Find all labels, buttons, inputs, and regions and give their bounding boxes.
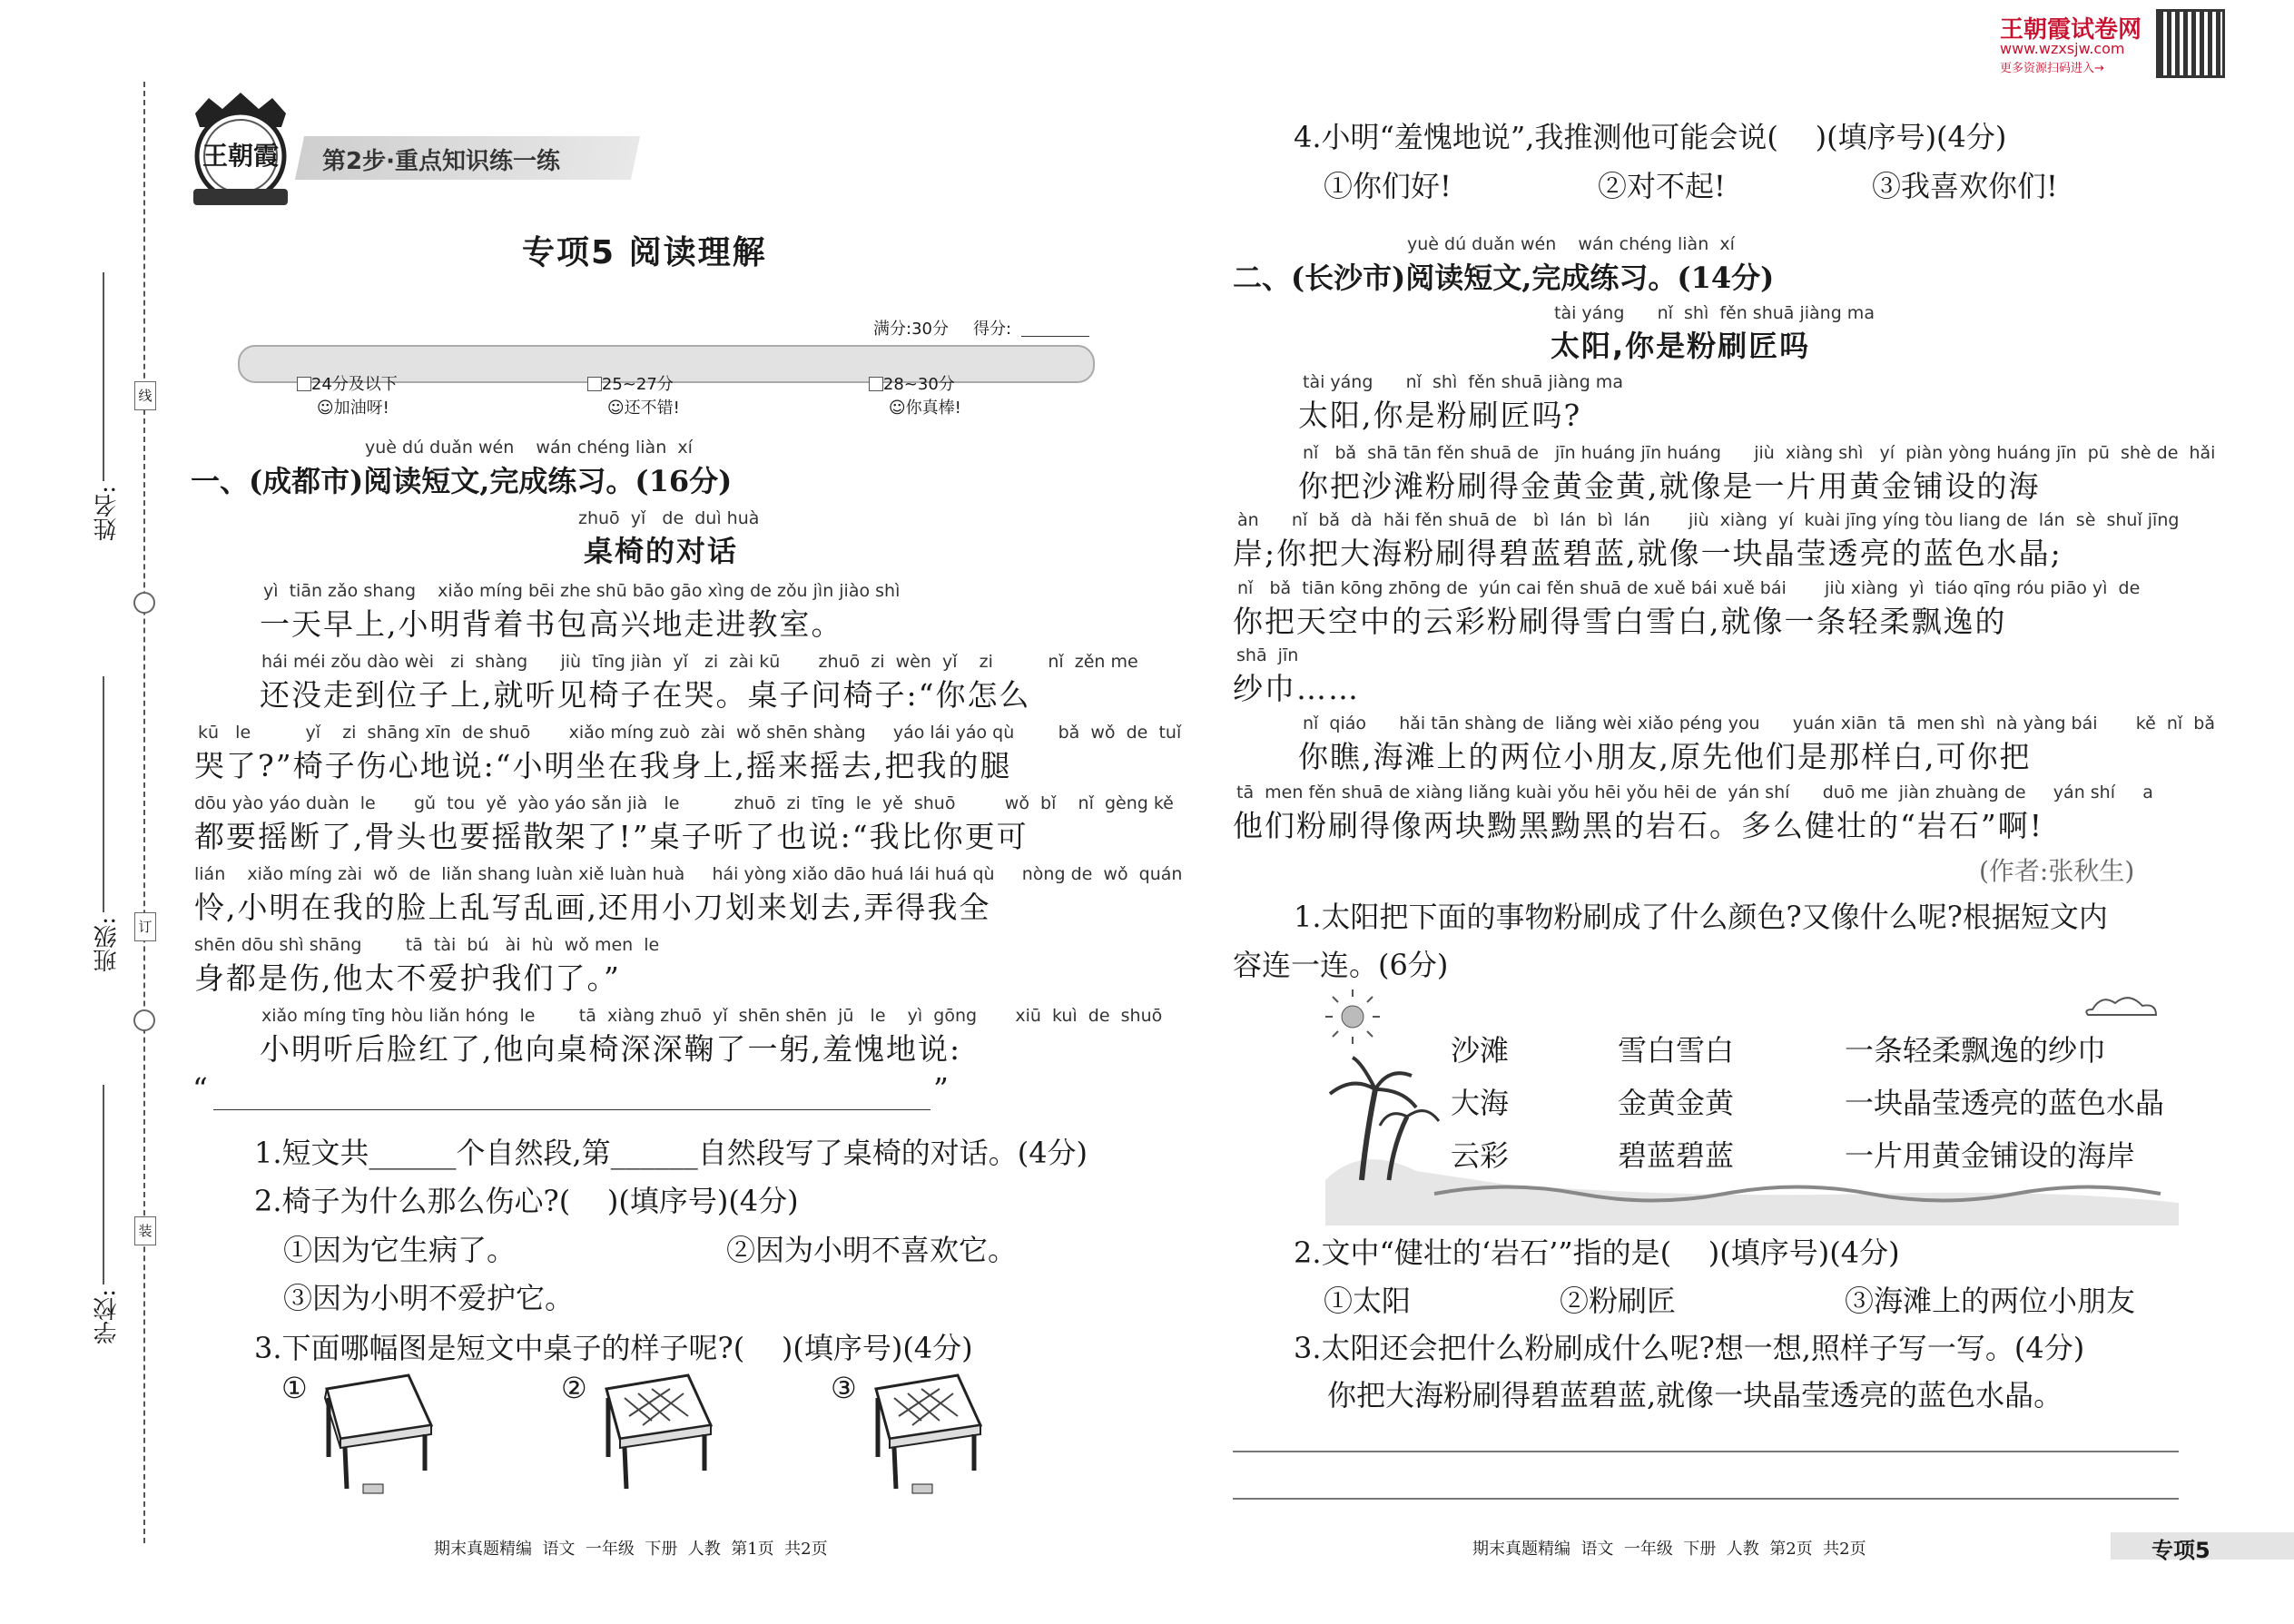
pinyin-line: nǐ qiáo hǎi tān shàng de liǎng wèi xiǎo péng you yuán xiān tā men shì nà yàng bái kě nǐ bǎ: [1303, 714, 2215, 733]
site-url[interactable]: www.wzxsjw.com: [2000, 40, 2125, 57]
question-s2-1b: 容连一连。(6分): [1233, 948, 1449, 982]
binding-dashed-line: [143, 82, 145, 1543]
table-picture-2[interactable]: ②: [561, 1371, 715, 1498]
option-2-1[interactable]: ①因为它生病了。: [283, 1233, 517, 1267]
pinyin-line: hái méi zǒu dào wèi zi shàng jiù tīng jiàn yǐ zi zài kū zhuō zi wèn yǐ zi nǐ zěn me: [261, 652, 1138, 672]
text-line: 纱巾……: [1233, 671, 1360, 706]
question-1: 1.短文共______个自然段,第______自然段写了桌椅的对话。(4分): [254, 1136, 1088, 1170]
pinyin-line: shā jīn: [1236, 645, 1299, 665]
binding-hole: [133, 592, 155, 614]
option-4-2[interactable]: ②对不起!: [1598, 169, 1726, 203]
pinyin-line: yì tiān zǎo shang xiǎo míng bēi zhe shū bāo gāo xìng de zǒu jìn jiào shì: [263, 581, 901, 601]
section2-heading-pinyin: yuè dú duǎn wén wán chéng liàn xí: [1407, 234, 1735, 254]
text-line: 身都是伤,他太不爱护我们了。”: [194, 960, 621, 996]
text-line: 都要摇断了,骨头也要摇散架了!”桌子听了也说:“我比你更可: [194, 819, 1029, 854]
option-s2-2-1[interactable]: ①太阳: [1324, 1284, 1412, 1318]
qr-code-icon[interactable]: [2156, 9, 2225, 78]
option-2-3[interactable]: ③因为小明不爱护它。: [283, 1281, 575, 1315]
match-left-1[interactable]: 沙滩: [1451, 1033, 1510, 1068]
pinyin-line: tài yáng nǐ shì fěn shuā jiàng ma: [1303, 372, 1623, 392]
scribbled-table-icon: [831, 1371, 985, 1498]
page-title: 专项5 阅读理解: [522, 234, 767, 271]
pinyin-line: lián xiǎo míng zài wǒ de liǎn shang luàn xiě luàn huà hái yòng xiǎo dāo huá lái huá qù nòng de wǒ quán: [194, 864, 1183, 884]
section2-heading: 二、(长沙市)阅读短文,完成练习。(14分): [1233, 261, 1775, 295]
table-picture-1[interactable]: ①: [281, 1371, 436, 1498]
pinyin-line: tā men fěn shuā de xiàng liǎng kuài yǒu hēi yǒu hēi de yán shí duō me jiàn zhuàng de yán shí a: [1236, 782, 2153, 802]
clean-table-icon: [281, 1371, 436, 1498]
match-left-3[interactable]: 云彩: [1451, 1138, 1510, 1173]
name-label: 姓名:: [94, 486, 121, 541]
pinyin-line: xiǎo míng tīng hòu liǎn hóng le tā xiàng zhuō yǐ shēn shēn jū le yì gōng xiū kuì de shuō: [261, 1006, 1163, 1026]
story1-title: 桌椅的对话: [584, 534, 739, 568]
step-label: 第2步·重点知识练一练: [322, 148, 560, 175]
class-field[interactable]: [86, 676, 123, 1003]
text-line: 他们粉刷得像两块黝黑黝黑的岩石。多么健壮的“岩石”啊!: [1233, 808, 2044, 843]
match-mid-3[interactable]: 碧蓝碧蓝: [1618, 1138, 1735, 1173]
checkbox[interactable]: [297, 377, 311, 391]
story2-title: 太阳,你是粉刷匠吗: [1551, 329, 1811, 363]
question-s2-3: 3.太阳还会把什么粉刷成什么呢?想一想,照样子写一写。(4分): [1294, 1331, 2085, 1365]
question-s2-1: 1.太阳把下面的事物粉刷成了什么颜色?又像什么呢?根据短文内: [1294, 900, 2108, 934]
question-3: 3.下面哪幅图是短文中桌子的样子呢?( )(填序号)(4分): [254, 1331, 973, 1365]
margin-tag-xian: 线: [134, 381, 156, 410]
answer-line[interactable]: [1233, 1451, 2179, 1452]
scribbled-table-icon: [561, 1371, 715, 1498]
match-mid-1[interactable]: 雪白雪白: [1618, 1033, 1735, 1068]
margin-tag-zhuang: 装: [134, 1216, 156, 1245]
text-line: 怜,小明在我的脸上乱写乱画,还用小刀划来划去,弄得我全: [194, 890, 991, 925]
text-line: 一天早上,小明背着书包高兴地走进教室。: [260, 606, 843, 642]
footer-right: 期末真题精编 语文 一年级 下册 人教 第2页 共2页: [1472, 1540, 1866, 1559]
school-field[interactable]: [86, 1085, 123, 1357]
footer-tab: 专项5: [2151, 1538, 2210, 1563]
text-line: 还没走到位子上,就听见椅子在哭。桌子问椅子:“你怎么: [260, 677, 1031, 713]
pinyin-line: kū le yǐ zi shāng xīn de shuō xiǎo míng zuò zài wǒ shēn shàng yáo lái yáo qù bǎ wǒ de tuǐ: [198, 723, 1182, 743]
score-got-blank[interactable]: [1021, 336, 1089, 337]
story2-title-pinyin: tài yáng nǐ shì fěn shuā jiàng ma: [1554, 303, 1875, 323]
quote-close: ”: [933, 1071, 950, 1107]
match-right-3[interactable]: 一片用黄金铺设的海岸: [1845, 1138, 2136, 1173]
option-2-2[interactable]: ②因为小明不喜欢它。: [726, 1233, 1018, 1267]
school-label: 学校:: [94, 1289, 121, 1344]
question-s2-3-example: 你把大海粉刷得碧蓝碧蓝,就像一块晶莹透亮的蓝色水晶。: [1327, 1378, 2063, 1412]
option-s2-2-2[interactable]: ②粉刷匠: [1560, 1284, 1677, 1318]
text-line: 太阳,你是粉刷匠吗?: [1298, 398, 1582, 433]
text-line: 你瞧,海滩上的两位小朋友,原先他们是那样白,可你把: [1298, 739, 2032, 774]
question-s2-2: 2.文中“健壮的‘岩石’”指的是( )(填序号)(4分): [1294, 1235, 1900, 1270]
option-4-3[interactable]: ③我喜欢你们!: [1872, 169, 2058, 203]
section1-heading-pinyin: yuè dú duǎn wén wán chéng liàn xí: [365, 438, 693, 458]
match-right-2[interactable]: 一块晶莹透亮的蓝色水晶: [1845, 1086, 2165, 1120]
option-4-1[interactable]: ①你们好!: [1324, 169, 1452, 203]
checkbox[interactable]: [587, 377, 602, 391]
text-line: 岸;你把大海粉刷得碧蓝碧蓝,就像一块晶莹透亮的蓝色水晶;: [1233, 536, 2063, 571]
match-right-1[interactable]: 一条轻柔飘逸的纱巾: [1845, 1033, 2107, 1068]
score-got-label: 得分:: [973, 320, 1012, 339]
text-line: 你把沙滩粉刷得金黄金黄,就像是一片用黄金铺设的海: [1298, 468, 2041, 504]
question-4: 4.小明“羞愧地说”,我推测他可能会说( )(填序号)(4分): [1294, 120, 2007, 154]
site-tip: 更多资源扫码进入→: [2000, 62, 2104, 75]
table-picture-3[interactable]: ③: [831, 1371, 985, 1498]
pinyin-line: shēn dōu shì shāng tā tài bú ài hù wǒ men le: [194, 935, 660, 955]
rating-item: 25~27分 ☺还不错!: [566, 352, 680, 438]
footer-left: 期末真题精编 语文 一年级 下册 人教 第1页 共2页: [434, 1540, 828, 1559]
option-s2-2-3[interactable]: ③海滩上的两位小朋友: [1845, 1284, 2136, 1318]
margin-tag-ding: 订: [134, 912, 156, 941]
author: (作者:张秋生): [1979, 856, 2135, 886]
answer-line[interactable]: [1233, 1498, 2179, 1500]
score-full: 满分:30分: [873, 320, 949, 339]
text-line: 哭了?”椅子伤心地说:“小明坐在我身上,摇来摇去,把我的腿: [194, 748, 1012, 783]
text-line: 你把天空中的云彩粉刷得雪白雪白,就像一条轻柔飘逸的: [1233, 604, 2007, 639]
logo-text: 王朝霞: [202, 141, 280, 171]
rating-bar: [238, 345, 1095, 418]
answer-line[interactable]: [213, 1109, 930, 1110]
binding-hole: [133, 1009, 155, 1031]
pinyin-line: nǐ bǎ tiān kōng zhōng de yún cai fěn shuā de xuě bái xuě bái jiù xiàng yì tiáo qīng róu piāo yì de: [1237, 578, 2141, 598]
rating-item: 24分及以下 ☺加油呀!: [276, 352, 398, 438]
checkbox[interactable]: [869, 377, 883, 391]
rating-item: 28~30分 ☺你真棒!: [848, 352, 961, 438]
site-name[interactable]: 王朝霞试卷网: [2000, 16, 2142, 44]
pinyin-line: nǐ bǎ shā tān fěn shuā de jīn huáng jīn huáng jiù xiàng shì yí piàn yòng huáng jīn pū shè de hǎi: [1303, 443, 2216, 463]
story1-title-pinyin: zhuō yǐ de duì huà: [578, 508, 760, 528]
match-mid-2[interactable]: 金黄金黄: [1618, 1086, 1735, 1120]
text-line: 小明听后脸红了,他向桌椅深深鞠了一躬,羞愧地说:: [260, 1031, 962, 1067]
class-label: 班级:: [94, 917, 121, 972]
section1-heading: 一、(成都市)阅读短文,完成练习。(16分): [191, 464, 733, 498]
quote-open: “: [192, 1071, 210, 1107]
name-field[interactable]: [86, 272, 123, 563]
pinyin-line: àn nǐ bǎ dà hǎi fěn shuā de bì lán bì lán jiù xiàng yí kuài jīng yíng tòu liang de lán sè shuǐ jīng: [1237, 510, 2180, 530]
brand-logo: [186, 91, 295, 209]
match-left-2[interactable]: 大海: [1451, 1086, 1510, 1120]
pinyin-line: dōu yào yáo duàn le gǔ tou yě yào yáo sǎn jià le zhuō zi tīng le yě shuō wǒ bǐ nǐ gèng kě: [194, 793, 1174, 813]
question-2: 2.椅子为什么那么伤心?( )(填序号)(4分): [254, 1184, 799, 1218]
